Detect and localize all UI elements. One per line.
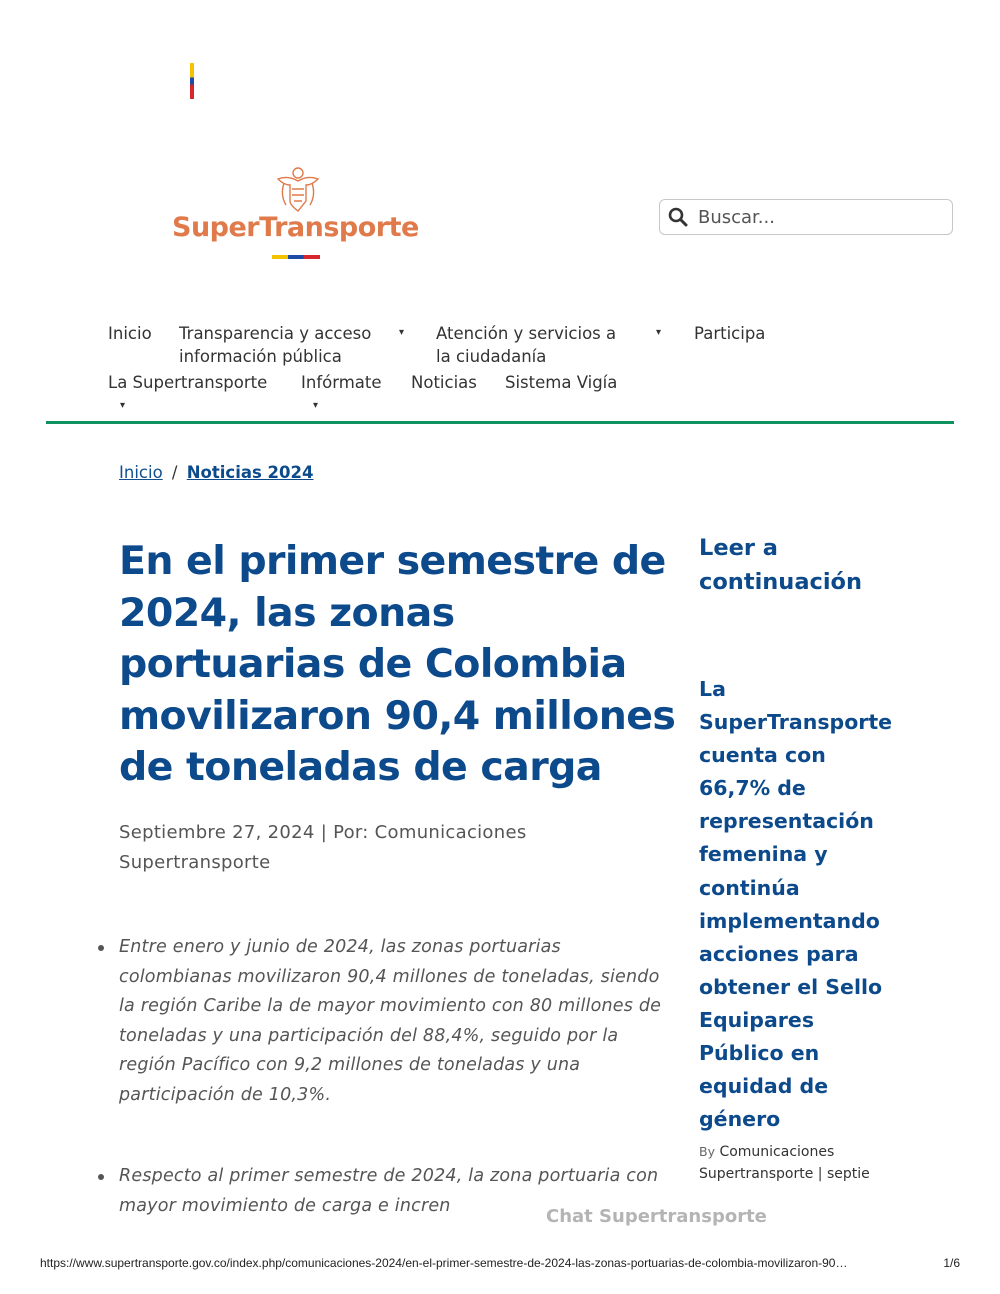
nav-item-la-supertransporte[interactable]: La Supertransporte (108, 373, 268, 392)
breadcrumb-home-link[interactable]: Inicio (119, 463, 163, 482)
nav-item-noticias[interactable]: Noticias (411, 373, 477, 392)
sidebar-post-meta (699, 1141, 939, 1185)
nav-item-informate[interactable]: Infórmate (301, 373, 382, 392)
nav-item-sistema-vigia[interactable]: Sistema Vigía (505, 373, 618, 392)
nav-label-line2: información pública (179, 347, 342, 366)
chevron-down-icon[interactable]: ▾ (399, 327, 405, 338)
breadcrumb (119, 463, 313, 482)
article-summary-list (119, 933, 679, 1221)
search-input[interactable] (696, 204, 940, 230)
supertransporte-logo[interactable] (172, 165, 422, 265)
chevron-down-icon[interactable]: ▾ (656, 327, 662, 338)
chevron-down-icon[interactable]: ▾ (313, 400, 319, 411)
nav-item-atencion[interactable] (436, 322, 616, 368)
breadcrumb-current-link[interactable]: Noticias 2024 (186, 463, 314, 482)
chat-widget-button[interactable]: Chat Supertransporte (546, 1206, 767, 1227)
colombia-flag-bar (190, 63, 194, 99)
sidebar-heading: Leer a continuación (699, 535, 863, 595)
sidebar-post-title-link[interactable]: La SuperTransporte cuenta con 66,7% de representación femenina y continúa implementando acciones para obtener el Sello Equipares Público en equidad de género (699, 677, 893, 1132)
coat-of-arms-icon (272, 165, 324, 217)
nav-item-inicio[interactable]: Inicio (108, 324, 152, 343)
sidebar-post-date: | septie (817, 1166, 870, 1182)
article-title: En el primer semestre de 2024, las zonas portuarias de Colombia movilizaron 90,4 millones de toneladas de carga (119, 538, 676, 790)
sidebar-author-link-cont[interactable]: Supertransporte (699, 1166, 814, 1182)
logo-wordmark: SuperTransporte (172, 212, 419, 243)
nav-label-line1: Transparencia y acceso (179, 324, 372, 343)
nav-label-line2: la ciudadanía (436, 347, 547, 366)
sidebar-author-link[interactable]: Comunicaciones (719, 1144, 835, 1160)
chevron-down-icon[interactable]: ▾ (120, 400, 126, 411)
logo-flag-stripe (272, 255, 320, 259)
print-url: https://www.supertransporte.gov.co/index.php/comunicaciones-2024/en-el-primer-semestre-de-2024-las-zonas-portuarias-de-colombia-movilizaron-90… (40, 1256, 848, 1270)
search-box[interactable] (659, 199, 953, 235)
article-byline: Septiembre 27, 2024 | Por: Comunicaciones Supertransporte (119, 822, 527, 873)
breadcrumb-separator: / (171, 463, 178, 482)
list-item: Entre enero y junio de 2024, las zonas portuarias colombianas movilizaron 90,4 millones de toneladas, siendo la región Caribe la de mayor movimiento con 80 millones de toneladas y una participación del 88,4%, seguido por la región Pacífico con 9,2 millones de toneladas y una participación de 10,3%. (119, 933, 679, 1110)
by-label: By (699, 1144, 715, 1159)
print-page-number: 1/6 (943, 1256, 960, 1270)
search-icon[interactable] (668, 207, 688, 227)
list-item: Respecto al primer semestre de 2024, la zona portuaria con mayor movimiento de carga e incren (119, 1162, 679, 1221)
nav-item-transparencia[interactable] (179, 322, 371, 368)
nav-item-participa[interactable]: Participa (694, 324, 766, 343)
nav-divider (46, 421, 954, 424)
nav-label-line1: Atención y servicios a (436, 324, 617, 343)
